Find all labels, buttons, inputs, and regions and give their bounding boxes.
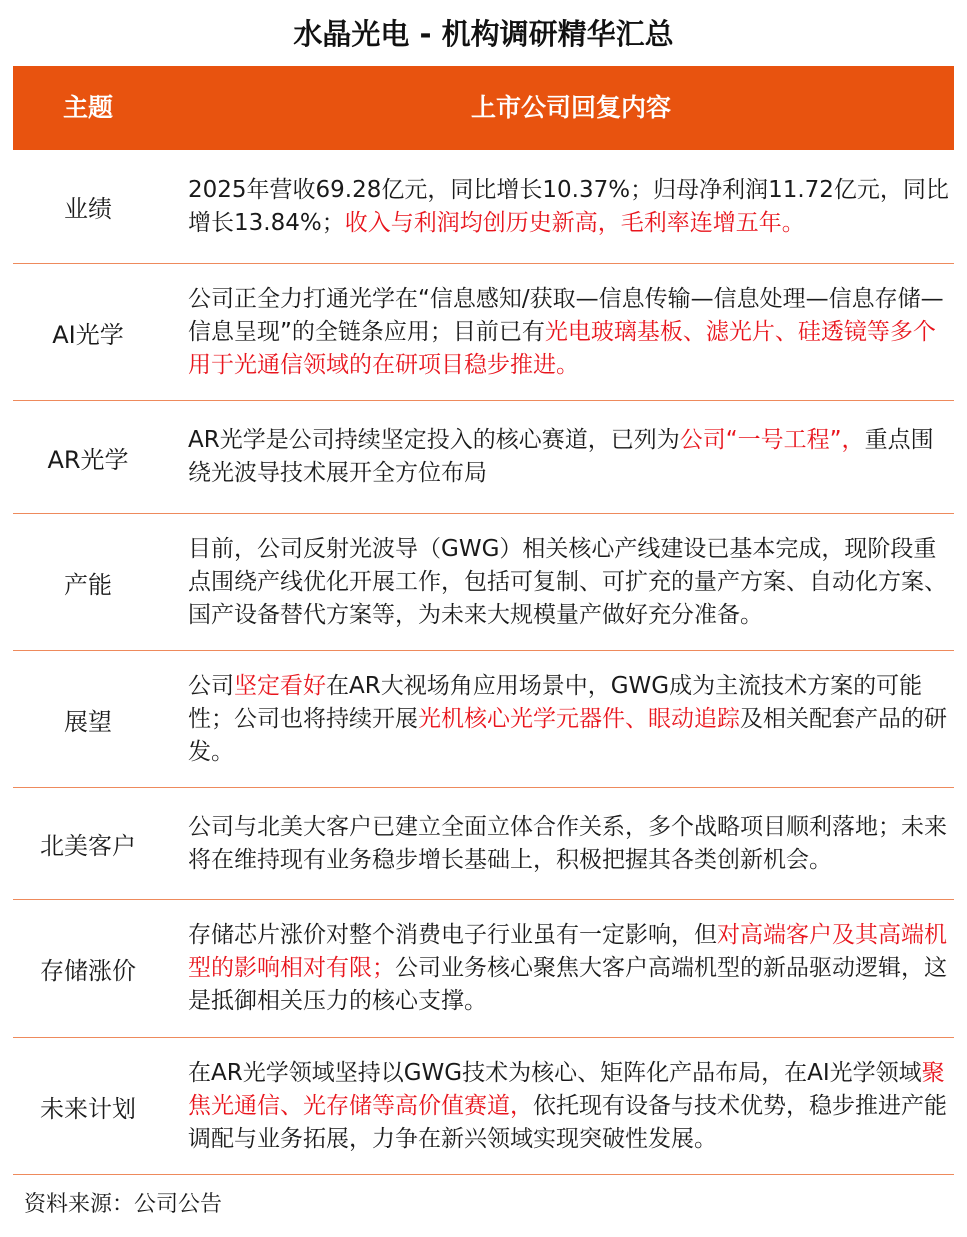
row-content xyxy=(188,651,950,787)
highlight-text: 聚焦光通信、光存储等高价值赛道， xyxy=(188,1059,945,1119)
row-topic: 未来计划 xyxy=(40,1094,136,1123)
content-text: 重点围绕光波导技术展开全方位布局 xyxy=(188,427,934,486)
table-row xyxy=(13,651,954,788)
highlight-text: 光电玻璃基板、滤光片、硅透镜等多个用于光通信领域的在研项目稳步推进。 xyxy=(188,318,936,378)
content-text: 公司 xyxy=(188,672,234,699)
content-text: 及相关配套产品的研发。 xyxy=(188,705,947,765)
highlight-text: 坚定看好 xyxy=(234,672,326,699)
content-text: 公司正全力打通光学在“信息感知/获取—信息传输—信息处理—信息存储—信息呈现”的全链条应用；目前已有 xyxy=(188,285,944,345)
content-text: 在AR光学领域坚持以GWG技术为核心、矩阵化产品布局，在AI光学领域 xyxy=(188,1059,922,1086)
row-topic: AR光学 xyxy=(47,445,129,474)
content-text: 存储芯片涨价对整个消费电子行业虽有一定影响，但 xyxy=(188,922,717,948)
table-row xyxy=(13,264,954,401)
table-row xyxy=(13,1038,954,1175)
highlight-text: 光机核心光学元器件、眼动追踪 xyxy=(418,705,740,732)
row-topic: AI光学 xyxy=(52,320,124,349)
page-title: 水晶光电 - 机构调研精华汇总 xyxy=(293,17,674,51)
row-content xyxy=(188,900,950,1037)
table-row xyxy=(13,900,954,1038)
highlight-text: 收入与利润均创历史新高，毛利率连增五年。 xyxy=(344,209,805,236)
content-text: 公司与北美大客户已建立全面立体合作关系，多个战略项目顺利落地；未来将在维持现有业务稳步增长基础上，积极把握其各类创新机会。 xyxy=(188,813,947,873)
row-content xyxy=(188,150,950,263)
table-header xyxy=(13,66,954,150)
highlight-text: 对高端客户及其高端机型的影响相对有限； xyxy=(188,922,947,981)
row-topic: 业绩 xyxy=(64,195,112,223)
content-text: AR光学是公司持续坚定投入的核心赛道，已列为 xyxy=(188,427,680,453)
table-row xyxy=(13,514,954,651)
row-content xyxy=(188,788,950,899)
table-row xyxy=(13,150,954,264)
content-text: 依托现有设备与技术优势，稳步推进产能调配与业务拓展，力争在新兴领域实现突破性发展。 xyxy=(188,1092,947,1152)
highlight-text: 公司“一号工程”， xyxy=(679,427,865,453)
row-topic: 产能 xyxy=(64,570,112,599)
table-row xyxy=(13,401,954,514)
row-content xyxy=(188,514,950,650)
row-topic: 展望 xyxy=(64,707,112,736)
header-content: 上市公司回复内容 xyxy=(470,93,671,122)
row-content xyxy=(188,1038,950,1174)
content-text: 公司业务核心聚焦大客户高端机型的新品驱动逻辑，这是抵御相关压力的核心支撑。 xyxy=(188,955,947,1014)
table-row xyxy=(13,788,954,900)
row-topic: 存储涨价 xyxy=(40,957,136,985)
header-topic: 主题 xyxy=(62,93,113,122)
row-content xyxy=(188,264,950,400)
source-note: 资料来源：公司公告 xyxy=(24,1192,223,1217)
content-text: 2025年营收69.28亿元，同比增长10.37%；归母净利润11.72亿元，同比增长13.84%； xyxy=(188,176,949,236)
content-text: 目前，公司反射光波导（GWG）相关核心产线建设已基本完成，现阶段重点围绕产线优化开展工作，包括可复制、可扩充的量产方案、自动化方案、国产设备替代方案等，为未来大规模量产做好充分准备。 xyxy=(188,535,947,628)
row-content xyxy=(188,401,950,513)
content-text: 在AR大视场角应用场景中，GWG成为主流技术方案的可能性；公司也将持续开展 xyxy=(188,672,923,732)
row-topic: 北美客户 xyxy=(40,832,136,860)
